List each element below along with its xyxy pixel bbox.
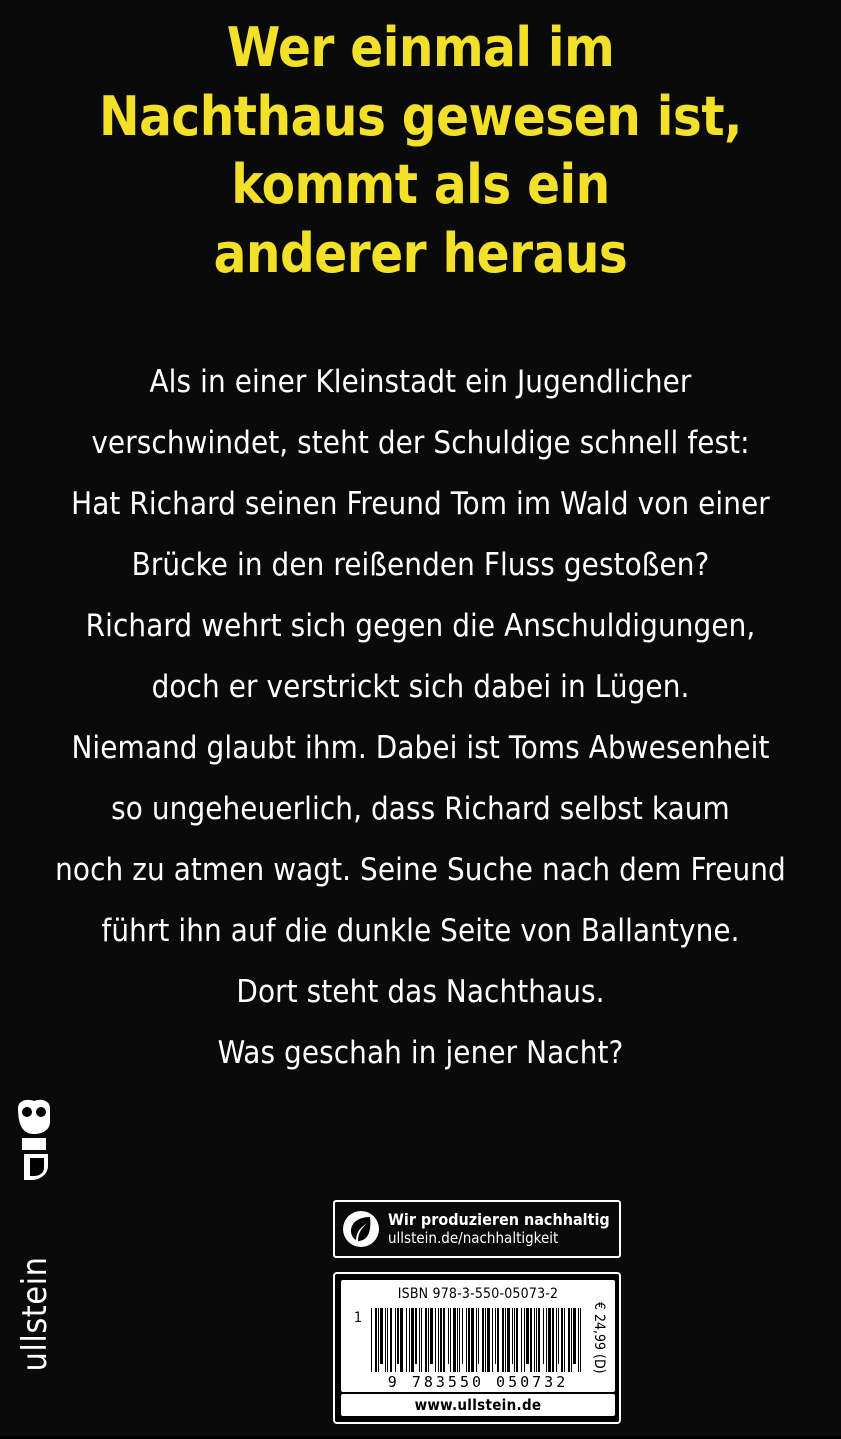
blurb-line: Hat Richard seinen Freund Tom im Wald von einer — [71, 486, 770, 522]
blurb-line: Was geschah in jener Nacht? — [217, 1035, 624, 1071]
barcode-bar — [466, 1308, 467, 1372]
barcode-bar — [435, 1308, 436, 1372]
barcode-bar — [406, 1308, 407, 1372]
barcode-inner — [341, 1280, 615, 1392]
barcode-bar — [556, 1308, 557, 1372]
headline-line: kommt als ein — [231, 153, 610, 217]
blurb-line: Richard wehrt sich gegen die Anschuldigungen, — [85, 608, 756, 644]
barcode-bar — [428, 1308, 429, 1372]
barcode-bar — [502, 1308, 504, 1372]
barcode-bar — [482, 1308, 484, 1372]
barcode-bar — [495, 1308, 496, 1364]
barcode-bar — [400, 1308, 403, 1372]
barcode-bar — [543, 1308, 544, 1364]
barcode-bar — [471, 1308, 474, 1372]
barcode-bar — [395, 1308, 396, 1372]
barcode-bar — [375, 1308, 377, 1372]
barcode-bar — [430, 1308, 433, 1364]
barcode-block — [333, 1272, 621, 1424]
barcode-bar — [440, 1308, 442, 1372]
barcode-bar — [516, 1308, 518, 1372]
barcode-bar — [378, 1308, 379, 1372]
barcode-bar — [505, 1308, 506, 1372]
barcode-bar — [497, 1308, 499, 1372]
barcode-bar — [485, 1308, 486, 1372]
barcode-bar — [492, 1308, 493, 1372]
blurb-line: führt ihn auf die dunkle Seite von Ballantyne. — [101, 913, 740, 949]
barcode-bar — [457, 1308, 458, 1372]
barcode-bar — [421, 1308, 422, 1372]
barcode-bar — [530, 1308, 532, 1372]
barcode-digits: 9 783550 050732 — [387, 1373, 569, 1391]
blurb-line: verschwindet, steht der Schuldige schnell fest: — [91, 425, 750, 461]
barcode-bar — [538, 1308, 540, 1372]
barcode-bar — [443, 1308, 445, 1372]
barcode-bar — [552, 1308, 554, 1372]
leaf-icon — [343, 1211, 379, 1247]
blurb-line: Niemand glaubt ihm. Dabei ist Toms Abwesenheit — [71, 730, 770, 766]
barcode-bar — [578, 1308, 579, 1372]
blurb-line: so ungeheuerlich, dass Richard selbst kaum — [111, 791, 730, 827]
barcode-bar — [371, 1308, 372, 1372]
publisher-url: www.ullstein.de — [414, 1396, 542, 1414]
barcode-bar — [534, 1308, 535, 1372]
sustainability-headline: Wir produzieren nachhaltig — [388, 1209, 610, 1229]
barcode-bar — [453, 1308, 456, 1372]
sustainability-url: ullstein.de/nachhaltigkeit — [388, 1228, 559, 1247]
isbn-text: ISBN 978-3-550-05073-2 — [397, 1286, 559, 1302]
blurb-line: Brücke in den reißenden Fluss gestoßen? — [131, 547, 710, 583]
blurb-line: Als in einer Kleinstadt ein Jugendlicher — [149, 364, 692, 400]
barcode-bar — [573, 1308, 576, 1364]
barcode-bar — [448, 1308, 449, 1364]
barcode-bar — [468, 1308, 470, 1372]
barcode-bar — [409, 1308, 410, 1372]
barcode-bar — [478, 1308, 479, 1364]
barcode-bar — [512, 1308, 513, 1364]
barcode-bar — [546, 1308, 547, 1372]
blurb-line: doch er verstrickt sich dabei in Lügen. — [151, 669, 690, 705]
headline — [60, 14, 781, 288]
barcode-bar — [487, 1308, 490, 1372]
barcode-bar — [521, 1308, 522, 1372]
barcode-bar — [580, 1308, 581, 1372]
publisher-url-bar — [341, 1394, 615, 1416]
blurb-line: Dort steht das Nachthaus. — [236, 974, 605, 1010]
headline-line: anderer heraus — [213, 221, 628, 285]
barcode-bar — [459, 1308, 461, 1372]
barcode-bar — [390, 1308, 392, 1372]
barcode-bar — [571, 1308, 572, 1372]
barcode-bar — [415, 1308, 417, 1364]
blurb-line: noch zu atmen wagt. Seine Suche nach dem Freund — [55, 852, 786, 888]
barcode-bar — [462, 1308, 463, 1364]
price-label: € 24,99 (D) — [591, 1302, 607, 1374]
publisher-logo — [6, 1098, 66, 1418]
barcode-bar — [380, 1308, 383, 1364]
barcode-bar — [387, 1308, 388, 1372]
barcode-bar — [438, 1308, 439, 1372]
barcode-bar — [558, 1308, 559, 1364]
barcode-left-digit: 1 — [354, 1310, 363, 1326]
barcode-bar — [524, 1308, 525, 1372]
blurb-text — [48, 352, 793, 1084]
barcode-bar — [507, 1308, 510, 1372]
owl-icon — [14, 1098, 58, 1184]
barcode-bar — [425, 1308, 427, 1372]
sustainability-text — [388, 1211, 610, 1248]
barcode-bar — [536, 1308, 537, 1372]
barcode-bar — [397, 1308, 399, 1364]
barcode-bar — [385, 1308, 386, 1372]
barcode-bars — [371, 1308, 583, 1372]
barcode-bar — [548, 1308, 551, 1372]
barcode-bar — [561, 1308, 563, 1372]
headline-line: Wer einmal im — [226, 16, 615, 79]
barcode-bar — [419, 1308, 420, 1372]
barcode-bar — [450, 1308, 451, 1372]
publisher-name: ullstein — [15, 1256, 55, 1372]
barcode-bar — [564, 1308, 565, 1372]
barcode-bar — [568, 1308, 570, 1372]
headline-line: Nachthaus gewesen ist, — [98, 84, 743, 148]
barcode-bar — [514, 1308, 515, 1372]
barcode-bar — [526, 1308, 529, 1364]
sustainability-badge — [333, 1200, 621, 1258]
barcode-bar — [411, 1308, 414, 1372]
barcode-bar — [476, 1308, 477, 1372]
